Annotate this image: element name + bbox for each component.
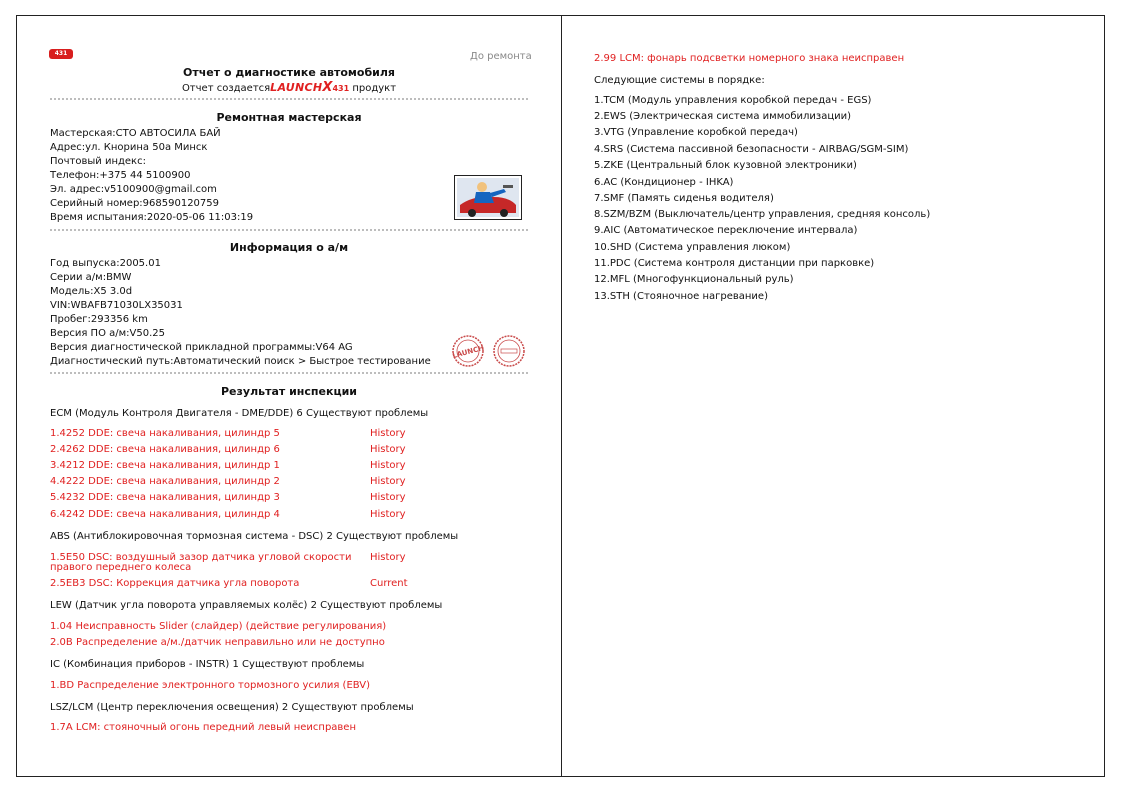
ic-fault-1: 1.BD Распределение электронного тормозного усилия (EBV)	[50, 680, 371, 691]
launch-logo-x: X	[322, 80, 333, 95]
vehicle-mileage: Пробег:293356 km	[50, 314, 148, 325]
diag-app-version: Версия диагностической прикладной программы:V64 AG	[50, 342, 353, 353]
ok-system-item: 11.PDC (Система контроля дистанции при парковке)	[594, 258, 875, 269]
ok-system-item: 2.EWS (Электрическая система иммобилизации)	[594, 111, 852, 122]
ok-system-item: 4.SRS (Система пассивной безопасности - AIRBAG/SGM-SIM)	[594, 144, 909, 155]
ecm-fault-5-status: History	[370, 492, 406, 503]
launch-logo: LAUNCH	[270, 81, 323, 94]
abs-fault-2: 2.5EB3 DSC: Коррекция датчика угла поворота	[50, 578, 300, 589]
ecm-fault-2-status: History	[370, 444, 406, 455]
workshop-name: Мастерская:СТО АВТОСИЛА БАЙ	[50, 128, 221, 139]
workshop-heading: Ремонтная мастерская	[216, 111, 362, 124]
ecm-title: ECM (Модуль Контроля Двигателя - DME/DDE) 6 Существуют проблемы	[50, 408, 429, 419]
serial-number: Серийный номер:968590120759	[50, 198, 220, 209]
lsz-fault-1: 1.7A LCM: стояночный огонь передний левый неисправен	[50, 722, 357, 733]
lew-fault-2: 2.0B Распределение а/м./датчик неправильно или не доступно	[50, 637, 385, 648]
ok-system-item: 9.AIC (Автоматическое переключение интервала)	[594, 225, 858, 236]
vehicle-year: Год выпуска:2005.01	[50, 258, 161, 269]
ecm-fault-5: 5.4232 DDE: свеча накаливания, цилиндр 3	[50, 492, 280, 503]
ecm-fault-4-status: History	[370, 476, 406, 487]
vehicle-vin: VIN:WBAFB71030LX35031	[50, 300, 183, 311]
ok-system-item: 7.SMF (Память сиденья водителя)	[594, 193, 774, 204]
launch-stamp-text: LAUNCH	[451, 343, 485, 360]
ic-title: IC (Комбинация приборов - INSTR) 1 Существуют проблемы	[50, 659, 365, 670]
ecm-fault-3-status: History	[370, 460, 406, 471]
separator	[50, 372, 528, 374]
workshop-postcode: Почтовый индекс:	[50, 156, 146, 167]
ok-system-item: 5.ZKE (Центральный блок кузовной электроники)	[594, 160, 857, 171]
separator	[50, 98, 528, 100]
abs-fault-2-status: Current	[370, 578, 408, 589]
test-time: Время испытания:2020-05-06 11:03:19	[50, 212, 254, 223]
ecm-fault-4: 4.4222 DDE: свеча накаливания, цилиндр 2	[50, 476, 280, 487]
report-subtitle	[50, 80, 528, 95]
lsz-fault-2: 2.99 LCM: фонарь подсветки номерного знака неисправен	[594, 53, 905, 64]
vehicle-heading: Информация о а/м	[229, 241, 349, 254]
ecm-fault-3: 3.4212 DDE: свеча накаливания, цилиндр 1	[50, 460, 280, 471]
ecm-fault-1: 1.4252 DDE: свеча накаливания, цилиндр 5	[50, 428, 280, 439]
ecm-fault-2: 2.4262 DDE: свеча накаливания, цилиндр 6	[50, 444, 280, 455]
abs-fault-1-line-2: правого переднего колеса	[50, 562, 192, 573]
ok-system-item: 12.MFL (Многофункциональный руль)	[594, 274, 794, 285]
vehicle-model: Модель:X5 3.0d	[50, 286, 133, 297]
workshop-phone: Телефон:+375 44 5100900	[50, 170, 191, 181]
ecm-fault-6-status: History	[370, 509, 406, 520]
vehicle-sw-version: Версия ПО а/м:V50.25	[50, 328, 165, 339]
before-repair-label: До ремонта	[470, 51, 532, 62]
subtitle-pre: Отчет создается	[181, 83, 271, 94]
page-divider	[561, 15, 562, 777]
mechanic-image	[454, 175, 522, 220]
ok-system-item: 13.STH (Стояночное нагревание)	[594, 291, 768, 302]
abs-title: ABS (Антиблокировочная тормозная система - DSC) 2 Существуют проблемы	[50, 531, 459, 542]
ok-system-item: 1.TCM (Модуль управления коробкой передач - EGS)	[594, 95, 872, 106]
ecm-fault-6: 6.4242 DDE: свеча накаливания, цилиндр 4	[50, 509, 280, 520]
lsz-title: LSZ/LCM (Центр переключения освещения) 2 Существуют проблемы	[50, 702, 414, 713]
launch-stamp	[451, 334, 485, 368]
abs-fault-1-line-1: 1.5E50 DSC: воздушный зазор датчика угловой скорости	[50, 552, 352, 563]
ecm-fault-1-status: History	[370, 428, 406, 439]
workshop-email: Эл. адрес:v5100900@gmail.com	[50, 184, 217, 195]
report-title: Отчет о диагностике автомобиля	[183, 66, 395, 79]
launch-logo-number: 431	[332, 84, 350, 93]
workshop-address: Адрес:ул. Кнорина 50а Минск	[50, 142, 208, 153]
ok-system-item: 10.SHD (Система управления люком)	[594, 242, 791, 253]
diag-path: Диагностический путь:Автоматический поиск > Быстрое тестирование	[50, 356, 431, 367]
lew-fault-1: 1.04 Неисправность Slider (слайдер) (действие регулирования)	[50, 621, 387, 632]
ok-system-item: 3.VTG (Управление коробкой передач)	[594, 127, 798, 138]
quality-stamp	[492, 334, 526, 368]
results-heading: Результат инспекции	[220, 385, 358, 398]
ok-systems-heading: Следующие системы в порядке:	[594, 75, 765, 86]
vehicle-series: Серии а/м:BMW	[50, 272, 132, 283]
lew-title: LEW (Датчик угла поворота управляемых колёс) 2 Существуют проблемы	[50, 600, 443, 611]
abs-fault-1-status: History	[370, 552, 406, 563]
ok-system-item: 6.AC (Кондиционер - IHKA)	[594, 177, 734, 188]
separator	[50, 229, 528, 231]
ok-system-item: 8.SZM/BZM (Выключатель/центр управления, средняя консоль)	[594, 209, 931, 220]
x431-badge: 431	[49, 49, 73, 59]
subtitle-post: продукт	[352, 83, 397, 94]
